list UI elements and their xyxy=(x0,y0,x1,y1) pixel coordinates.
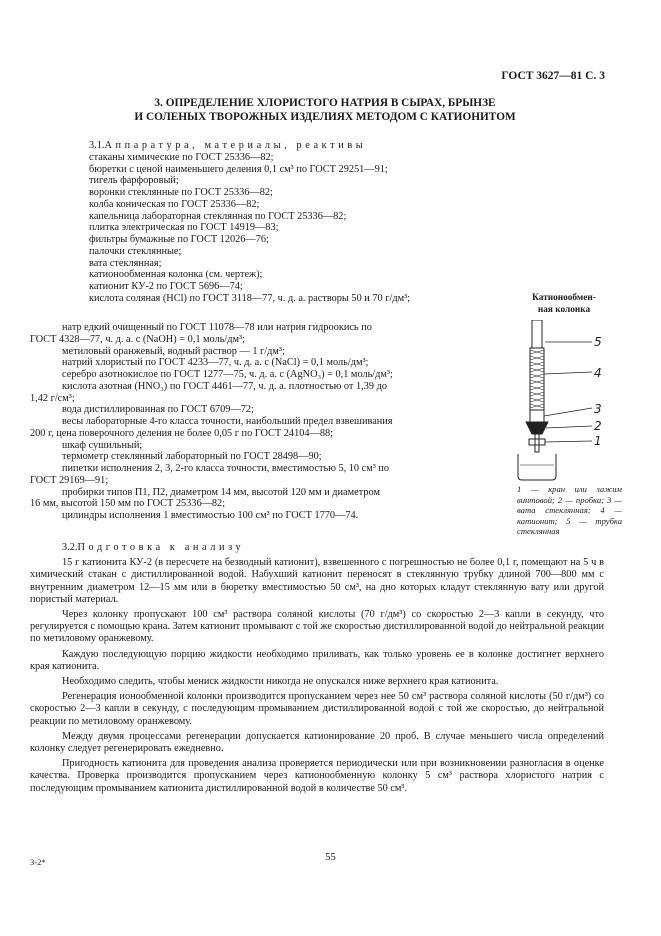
receiving-beaker xyxy=(518,454,556,480)
list-item: пробирки типов П1, П2, диаметром 14 мм, высотой 120 мм и диаметром xyxy=(62,486,380,498)
list-item: 200 г, цена поверочного деления не более 0,05 г по ГОСТ 24104—88; xyxy=(30,427,333,439)
section-title xyxy=(30,96,620,124)
figure-caption: 1 — кран или зажим винтовой; 2 — пробка; 3 — вата стеклянная; 4 — катионит; 5 — трубка стеклянная xyxy=(517,484,622,537)
figure-title-line-2: ная колонка xyxy=(537,305,591,315)
subsection-heading-3-1 xyxy=(63,140,493,152)
figure-title-line-1: Катионообмен- xyxy=(532,293,596,303)
tube-top xyxy=(532,320,542,348)
list-item: натрий хлористый по ГОСТ 4233—77, ч. д. а. с (NaCl) = 0,1 моль/дм³; xyxy=(62,357,369,369)
paragraph: Через колонку пропускают 100 см³ раствора соляной кислоты (70 г/дм³) со скоростью 2—3 капли в секунду, что регулируется с помощью крана. Затем катионит промывают с той же скоростью дистиллированной водой до нейтральной реакции по метиловому оранжевому. xyxy=(30,609,604,645)
list-item: натр едкий очищенный по ГОСТ 11078—78 или натрия гидроокись по xyxy=(62,322,372,333)
subsection-heading-text: Аппаратура, материалы, реактивы xyxy=(104,140,367,151)
equipment-list xyxy=(63,140,493,305)
list-item: катионит КУ-2 по ГОСТ 5696—74; xyxy=(89,281,243,292)
list-item: катионообменная колонка (см. чертеж); xyxy=(89,269,263,281)
label-2: 2 xyxy=(594,419,602,433)
equipment-list-continued xyxy=(30,322,492,522)
outlet-tube xyxy=(535,434,539,452)
list-item: вата стеклянная; xyxy=(89,257,162,269)
list-item: серебро азотнокислое по ГОСТ 1277—75, ч. д. а. с (AgNO₃) = 0,1 моль/дм³; xyxy=(62,369,393,380)
list-item: метиловый оранжевый, водный раствор — 1 г/дм³; xyxy=(62,345,285,357)
list-item: пипетки исполнения 2, 3, 2-го класса точности, вместимостью 5, 10 см³ по xyxy=(62,463,390,474)
section-title-line-1: 3. ОПРЕДЕЛЕНИЕ ХЛОРИСТОГО НАТРИЯ В СЫРАХ, БРЫНЗЕ xyxy=(154,97,496,109)
page-number: 55 xyxy=(325,852,336,863)
list-item: кислота азотная (HNO₃) по ГОСТ 4461—77, ч. д. а. плотностью от 1,39 до xyxy=(62,380,387,392)
list-item: стаканы химические по ГОСТ 25336—82; xyxy=(89,151,274,163)
paragraph: Каждую последующую порцию жидкости необходимо приливать, как только уровень ее в колонке достигнет верхнего края катионита. xyxy=(30,648,604,672)
label-5: 5 xyxy=(594,335,602,349)
list-item: тигель фарфоровый; xyxy=(89,175,179,187)
subsection-number: 3.2. xyxy=(62,542,78,553)
list-item: кислота соляная (HCl) по ГОСТ 3118—77, ч. д. а. растворы 50 и 70 г/дм³; xyxy=(89,292,411,304)
list-item: ГОСТ 4328—77, ч. д. а. с (NaOH) = 0,1 моль/дм³; xyxy=(30,333,245,345)
paragraph: Необходимо следить, чтобы мениск жидкости никогда не опускался ниже верхнего края катионита. xyxy=(62,676,499,688)
section-3-2 xyxy=(30,542,604,798)
stopper xyxy=(526,422,548,434)
document-code: ГОСТ 3627—81 С. 3 xyxy=(501,70,605,82)
tap xyxy=(529,439,545,445)
subsection-heading-text: Подготовка к анализу xyxy=(77,542,245,553)
list-item: колба коническая по ГОСТ 25336—82; xyxy=(89,198,260,210)
paragraph: Между двумя процессами регенерации допускается катионирование 20 проб. В случае меньшего числа определений колонку следует регенерировать ежедневно. xyxy=(30,730,604,755)
list-item: цилиндры исполнения 1 вместимостью 100 см³ по ГОСТ 1770—74. xyxy=(62,510,359,521)
list-item: шкаф сушильный; xyxy=(62,439,143,451)
list-item: весы лабораторные 4-го класса точности, наибольший предел взвешивания xyxy=(62,416,393,427)
paragraph: 15 г катионита КУ-2 (в пересчете на безводный катионит), взвешенного с погрешностью не более 0,1 г, помещают на 5 ч в химический стакан с дистиллированной водой. Набухший катионит переносят в стеклянную трубку длиной 700—800 мм с внутренним диаметром 12—15 мм или в бюретку вместимостью 50 см³, на дно которых кладут стеклянную вату или другой пористый материал. xyxy=(30,557,604,605)
paragraph: Регенерация ионообменной колонки производится пропусканием через нее 50 см³ раствора соляной кислоты (50 г/дм³) со скоростью 2—3 капли в секунду, с последующим промыванием дистиллированной водой с той же скоростью, до нейтральной реакции по метиловому оранжевому. xyxy=(30,691,604,727)
list-item: фильтры бумажные по ГОСТ 12026—76; xyxy=(89,234,269,245)
figure-title xyxy=(505,292,623,316)
label-4: 4 xyxy=(594,366,602,380)
footer-signature-mark: 3-2* xyxy=(30,857,46,867)
subsection-heading-3-2 xyxy=(30,542,604,554)
list-item: бюретки с ценой наименьшего деления 0,1 см³ по ГОСТ 29251—91; xyxy=(89,163,388,175)
list-item: 1,42 г/см³; xyxy=(30,392,75,404)
list-item: ГОСТ 29169—91; xyxy=(30,474,109,486)
list-item: капельница лабораторная стеклянная по ГОСТ 25336—82; xyxy=(89,210,347,222)
resin-hatching xyxy=(530,350,544,408)
glass-wool xyxy=(530,410,544,422)
label-3: 3 xyxy=(594,402,602,416)
list-item: палочки стеклянные; xyxy=(89,245,182,257)
list-item: термометр стеклянный лабораторный по ГОСТ 28498—90; xyxy=(62,451,322,463)
cation-resin-bed xyxy=(530,348,544,410)
list-item: вода дистиллированная по ГОСТ 6709—72; xyxy=(62,404,254,416)
label-1: 1 xyxy=(594,434,602,448)
paragraph: Пригодность катионита для проведения анализа проверяется периодически или при возникновении разногласия в оценке качества. Проверка производится пропусканием через катионообменную колонку 5 см³ раствора хлористого натрия с последующим промыванием катионита дистиллированной водой в количестве 50 см³. xyxy=(30,758,604,794)
list-item: 16 мм, высотой 150 мм по ГОСТ 25336—82; xyxy=(30,498,226,510)
list-item: плитка электрическая по ГОСТ 14919—83; xyxy=(89,222,279,234)
subsection-number: 3.1. xyxy=(89,140,105,151)
section-title-line-2: И СОЛЕНЫХ ТВОРОЖНЫХ ИЗДЕЛИЯХ МЕТОДОМ С КАТИОНИТОМ xyxy=(134,111,516,123)
list-item: воронки стеклянные по ГОСТ 25336—82; xyxy=(89,187,273,198)
cation-exchange-column-drawing xyxy=(508,320,620,482)
